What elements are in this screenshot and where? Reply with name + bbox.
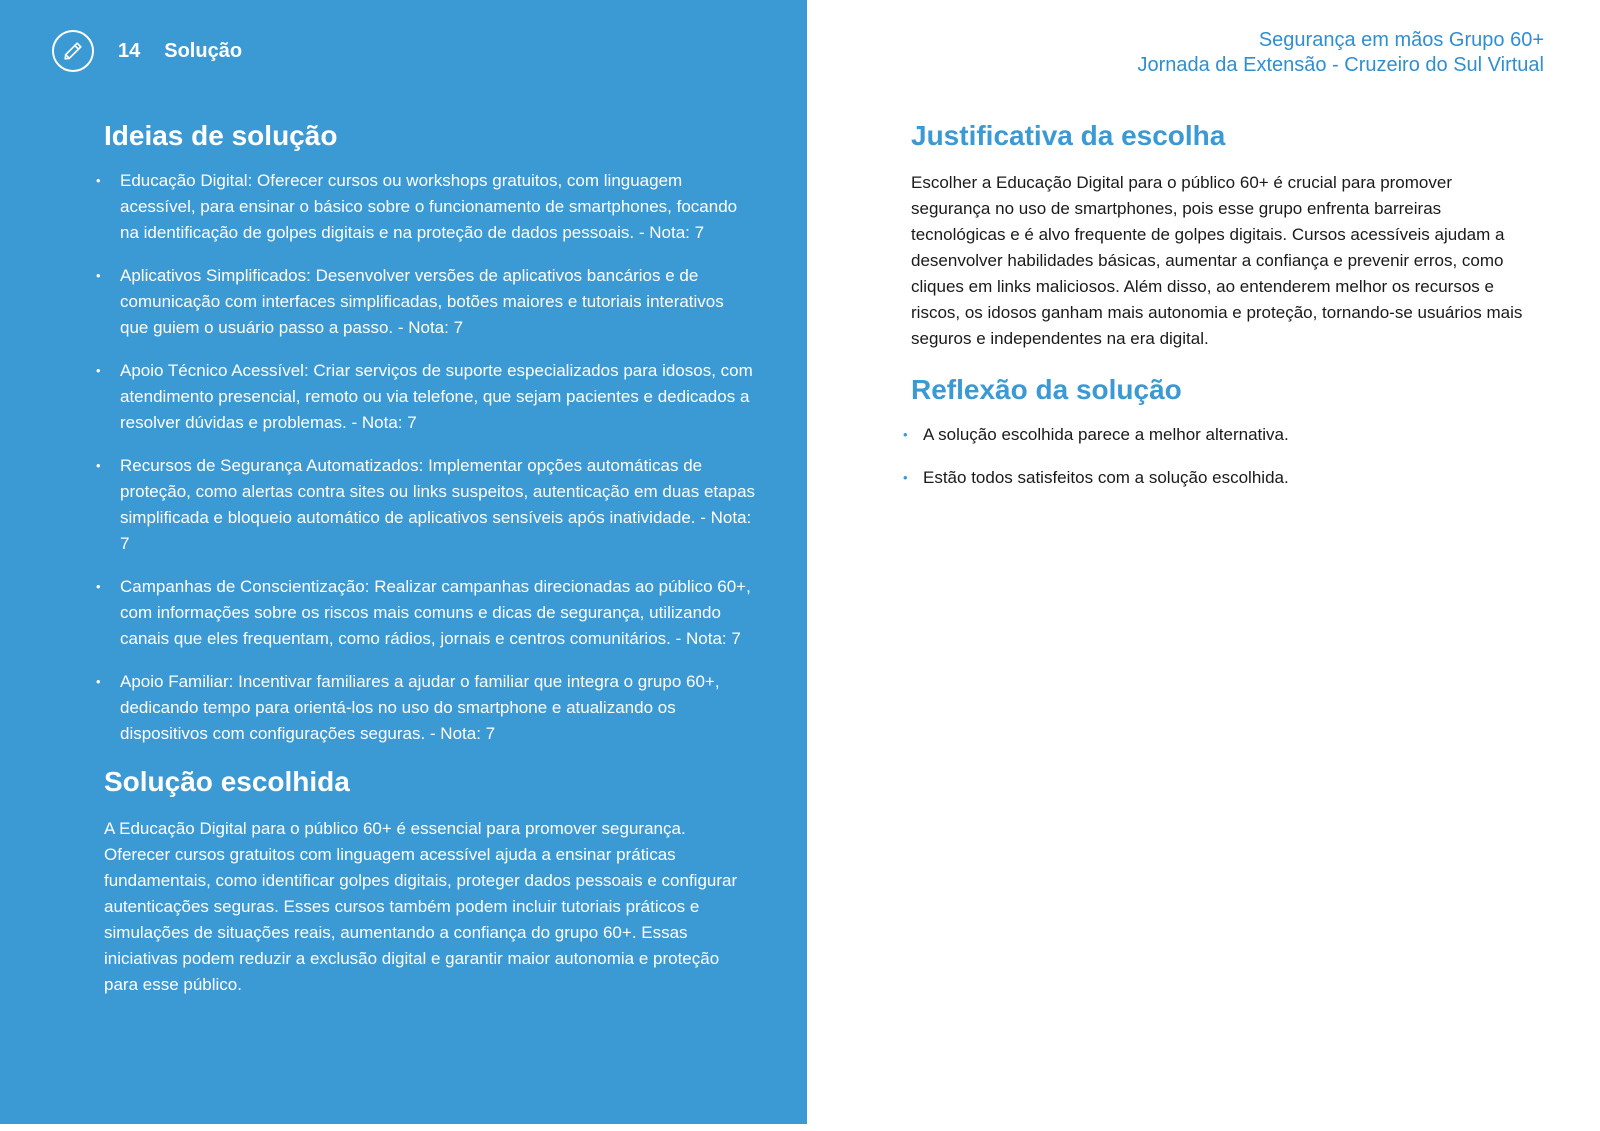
document-title-line1: Segurança em mãos Grupo 60+ (1258, 29, 1544, 51)
page-number: 14 (118, 39, 141, 62)
list-item: • A solução escolhida parece a melhor alternativa. (903, 422, 1531, 448)
justification-text: Escolher a Educação Digital para o público 60+ é crucial para promover segurança no uso de smartphones, pois esse grupo enfrenta barreiras tecnológicas e é alvo frequente de golpes digitais. Cursos acessíveis ajudam a desenvolver habilidades básicas, aumentar a confiança e prevenir erros, como cliques em links maliciosos. Além disso, ao entenderem melhor os recursos e riscos, os idosos ganham mais autonomia e proteção, tornando-se usuários mais seguros e independentes na era digital. (911, 173, 1523, 348)
list-item: • Apoio Familiar: Incentivar familiares a ajudar o familiar que integra o grupo 60+, dedicando tempo para orientá-los no uso do smartphone e atualizando os dispositivos com configurações seguras. - Nota: 7 (96, 669, 756, 747)
list-item: • Recursos de Segurança Automatizados: Implementar opções automáticas de proteção, como alertas contra sites ou links suspeitos, autenticação em duas etapas simplificada e bloqueio automático de aplicativos sensíveis após inatividade. - Nota: 7 (96, 453, 756, 557)
list-item: • Educação Digital: Oferecer cursos ou workshops gratuitos, com linguagem acessível, para ensinar o básico sobre o funcionamento de smartphones, focando na identificação de golpes digitais e na proteção de dados pessoais. - Nota: 7 (96, 168, 756, 246)
reflection-title: Reflexão da solução (911, 374, 1182, 405)
chosen-text: A Educação Digital para o público 60+ é essencial para promover segurança. Oferecer cursos gratuitos com linguagem acessível ajuda a ensinar práticas fundamentais, como identificar golpes digitais, proteger dados pessoais e configurar autenticações seguras. Esses cursos também podem incluir tutoriais práticos e simulações de situações reais, aumentando a confiança do grupo 60+. Essas iniciativas podem reduzir a exclusão digital e garantir maior autonomia e proteção para esse público. (104, 819, 738, 994)
chosen-title: Solução escolhida (104, 766, 350, 797)
list-item: • Aplicativos Simplificados: Desenvolver versões de aplicativos bancários e de comunicação com interfaces simplificadas, botões maiores e tutoriais interativos que guiem o usuário passo a passo. - Nota: 7 (96, 263, 756, 341)
right-content (911, 118, 1531, 508)
list-item: • Apoio Técnico Acessível: Criar serviços de suporte especializados para idosos, com atendimento presencial, remoto ou via telefone, que sejam pacientes e dedicados a resolver dúvidas e problemas. - Nota: 7 (96, 358, 756, 436)
page-header (52, 28, 242, 74)
list-item: • Estão todos satisfeitos com a solução escolhida. (903, 465, 1531, 491)
ideas-title: Ideias de solução (104, 120, 338, 151)
left-content (104, 118, 756, 998)
ideas-list (96, 168, 756, 747)
justification-title: Justificativa da escolha (911, 120, 1226, 151)
section-label: Solução (164, 39, 243, 62)
reflection-list (903, 422, 1531, 491)
document-title-line2: Jornada da Extensão - Cruzeiro do Sul Virtual (1137, 54, 1544, 76)
pencil-icon (52, 30, 94, 72)
list-item: • Campanhas de Conscientização: Realizar campanhas direcionadas ao público 60+, com informações sobre os riscos mais comuns e dicas de segurança, utilizando canais que eles frequentam, como rádios, jornais e centros comunitários. - Nota: 7 (96, 574, 756, 652)
document-title (1137, 28, 1544, 78)
